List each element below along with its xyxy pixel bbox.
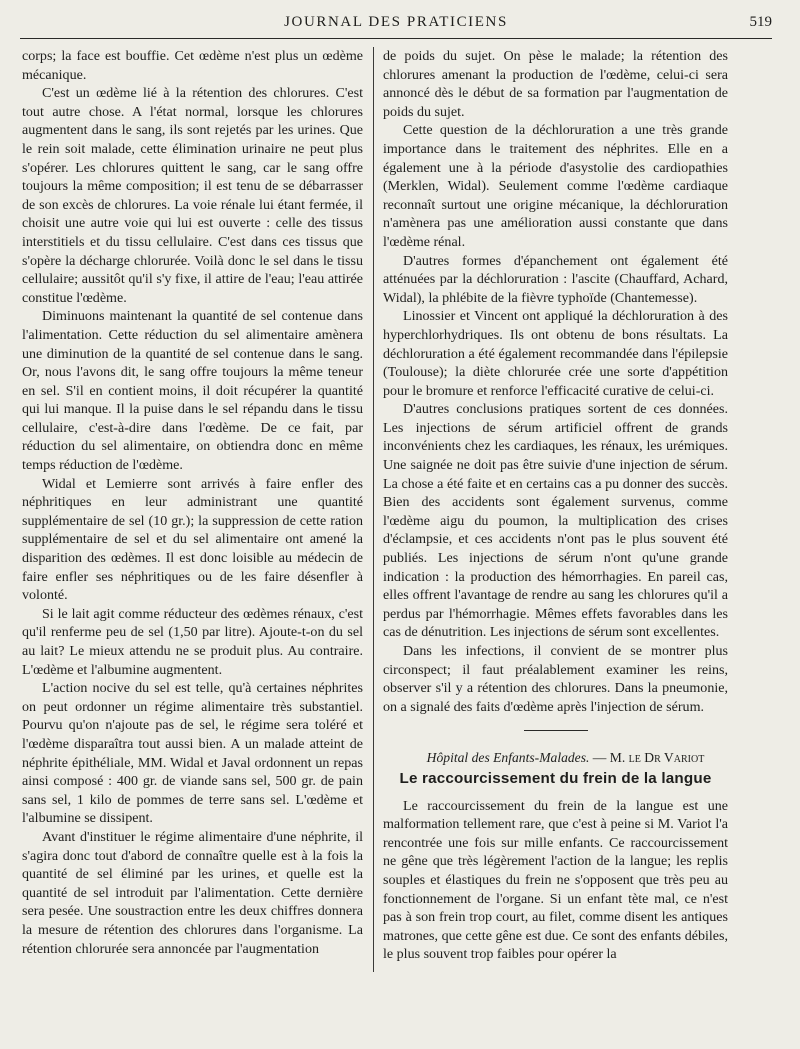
journal-title: JOURNAL DES PRATICIENS xyxy=(284,14,508,30)
paragraph: Widal et Lemierre sont arrivés à faire enfler des néphritiques en leur administrant une quantité supplémentaire de sel (10 gr.); la suppression de cette ration supplémentaire de sel et du sel alimentaire ont amené la disparition des œdèmes. Il est donc loisible au médecin de faire enfler ses néphritiques ou de les faire désenfler à volonté. xyxy=(22,475,363,604)
paragraph: Avant d'instituer le régime alimentaire d'une néphrite, il s'agira donc tout d'abord de connaître quelle est à la fois la quantité de sel éliminé par les urines, et quelle est la quantité de sel introduit par l'alimentation. Cette dernière sera pesée. Une soustraction entre les deux chiffres donnera la mesure de rétention des chlorures dans l'organisme. La rétention chlorurée sera annoncée par l'augmentation xyxy=(22,828,363,957)
left-column xyxy=(22,47,363,958)
author-name: M. le Dr Variot xyxy=(609,750,705,766)
paragraph: Linossier et Vincent ont appliqué la déchloruration à des hyperchlorhydriques. Ils ont obtenu de bons résultats. La déchloruration a été également recommandée dans l'épilepsie (Toulouse); la diète chlorurée crée une sorte d'appétition pour le bromure et renforce l'efficacité curative de celui-ci. xyxy=(383,308,728,399)
page-number: 519 xyxy=(749,14,772,30)
article-title: Le raccourcissement du frein de la langue xyxy=(399,769,712,787)
running-header xyxy=(20,8,772,39)
paragraph: de poids du sujet. On pèse le malade; la rétention des chlorures amenant la production de l'œdème, celui-ci sera annoncé dès le début de sa formation par l'augmentation de poids du sujet. xyxy=(383,48,728,120)
paragraph: L'action nocive du sel est telle, qu'à certaines néphrites on peut ordonner un régime alimentaire très substantiel. Pourvu qu'on n'ajoute pas de sel, le régime sera toléré et l'œdème disparaîtra tout aussi bien. A un malade atteint de néphrite épithéliale, MM. Widal et Javal ordonnent un repas ainsi composé : 400 gr. de viande sans sel, 500 gr. de pain sans sel, 1 kilo de pommes de terre sans sel. L'œdème et l'albumine se dissipent. xyxy=(22,680,363,827)
section-separator xyxy=(524,730,588,731)
paragraph: Dans les infections, il convient de se montrer plus circonspect; il faut préalablement examiner les reins, observer s'il y a rétention des chlorures. Dans la pneumonie, on a signalé des faits d'œdème après l'injection de sérum. xyxy=(383,643,728,715)
paragraph: C'est un œdème lié à la rétention des chlorures. C'est tout autre chose. A l'état normal, lorsque les chlorures augmentent dans le sang, ils sont rejetés par les urines. Que le rein soit malade, cette élimination urinaire ne peut plus s'opérer. Les chlorures quittent le sang, car le sang offre toujours la même composition; il est tenu de se débarrasser de son excès de chlorures. La voie rénale lui étant fermée, il choisit une autre voie qui lui est ouverte : celle des tissus interstitiels et du tissu cellulaire. C'est dans ces tissus que s'opère la décharge chlorurée. Voilà donc le sel dans le tissu cellulaire; aussitôt qu'il s'y fixe, il attire de l'eau; l'eau attirée constitue l'œdème. xyxy=(22,85,363,306)
paragraph: Cette question de la déchloruration a une très grande importance dans le traitement des néphrites. Elle en a également une à la période d'asystolie des cardiopathies (Merklen, Widal). Seulement comme l'œdème cardiaque reconnaît surtout une origine mécanique, la déchloruration n'amènera pas une amélioration aussi constante que dans l'œdème rénal. xyxy=(383,122,728,250)
article-byline xyxy=(383,749,728,768)
paragraph: corps; la face est bouffie. Cet œdème n'est plus un œdème mécanique. xyxy=(22,48,363,83)
paragraph: Le raccourcissement du frein de la langue est une malformation tellement rare, que c'est à peine si M. Variot l'a rencontrée une fois sur mille enfants. Ce raccourcissement ne gêne que très légèrement l'action de la langue; les replis souples et élastiques du frein ne s'opposent que très peu au fonctionnement de l'organe. Si un enfant tète mal, ce n'est pas à son frein trop court, au filet, comme disent les antiques matrones, que cette gêne est due. Ce sont des enfants débiles, le plus souvent trop faibles pour opérer la xyxy=(383,797,728,963)
column-divider xyxy=(373,47,374,972)
paragraph: D'autres formes d'épanchement ont également été atténuées par la déchloruration : l'ascite (Chauffard, Achard, Widal), la phlébite de la fièvre typhoïde (Chantemesse). xyxy=(383,252,728,306)
byline-dash: — xyxy=(589,750,610,766)
hospital-name: Hôpital des Enfants-Malades. xyxy=(426,750,590,766)
paragraph: Diminuons maintenant la quantité de sel contenue dans l'alimentation. Cette réduction du sel alimentaire amènera une diminution de la quantité de sel contenue dans le sang. Or, nous l'avons dit, le sang offre toujours la même teneur en sel. S'il en contient moins, il doit récupérer la quantité qui lui manque. Il la puise dans le sel répandu dans le tissu cellulaire, c'est-à-dire dans l'œdème. De ce fait, par réduction du sel alimentaire, on obtiendra donc en même temps réduction de l'œdème. xyxy=(22,308,363,474)
right-column xyxy=(383,47,728,964)
paragraph: Si le lait agit comme réducteur des œdèmes rénaux, c'est qu'il renferme peu de sel (1,50 par litre). Ajoute-t-on du sel au lait? Le mieux attendu ne se produit plus. Au contraire. L'œdème et l'albumine augmentent. xyxy=(22,605,363,678)
paragraph: D'autres conclusions pratiques sortent de ces données. Les injections de sérum artificiel offrent de grands inconvénients chez les cardiaques, les rénaux, les urémiques. Une saignée ne doit pas être suivie d'une injection de sérum. La chose a été faite et en certains cas a pu donner des succès. Bien des accidents sont également survenus, comme l'œdème aigu du poumon, la multiplication des crises d'éclampsie, et ces accidents n'ont pas le plus souvent été publiés. Les injections de sérum n'ont qu'une grande indication : la production des hémorrhagies. En pareil cas, elles offrent l'avantage de rendre au sang les chlorures qu'il a perdus par l'hémorrhagie. Mêmes effets favorables dans les cas de dénutrition. Les injections de sérum sont excellentes. xyxy=(383,401,728,641)
